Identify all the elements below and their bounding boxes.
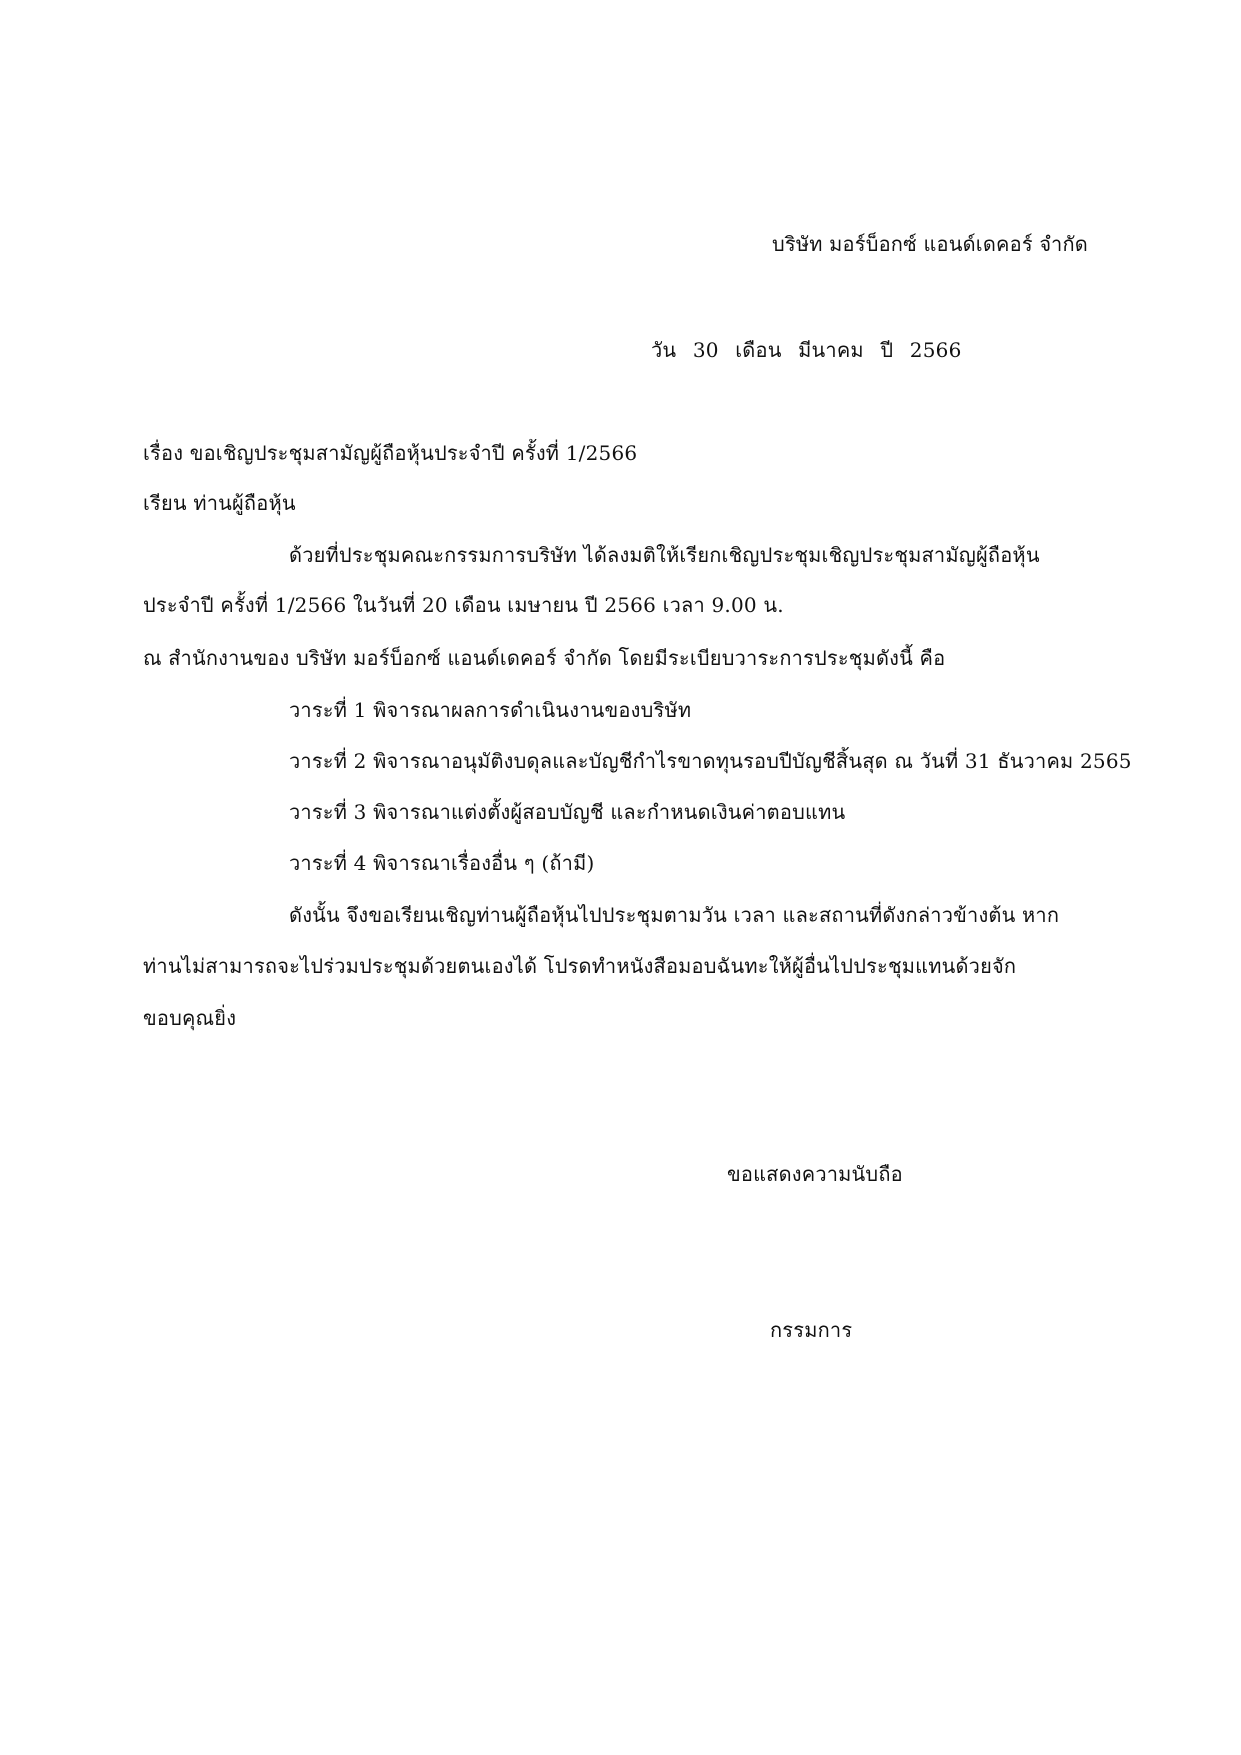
letter-date: วัน 30 เดือน มีนาคม ปี 2566 (651, 338, 962, 362)
signer-title: กรรมการ (770, 1318, 853, 1342)
agenda-item-2: วาระที่ 2 พิจารณาอนุมัติงบดุลและบัญชีกำไรขาดทุนรอบปีบัญชีสิ้นสุด ณ วันที่ 31 ธันวาคม 2565 (289, 749, 1132, 773)
paragraph-3-line-1: ดังนั้น จึงขอเรียนเชิญท่านผู้ถือหุ้นไปประชุมตามวัน เวลา และสถานที่ดังกล่าวข้างต้น หาก (289, 903, 1060, 927)
closing-phrase: ขอแสดงความนับถือ (727, 1162, 903, 1186)
paragraph-2: ณ สำนักงานของ บริษัท มอร์บ็อกซ์ แอนด์เดคอร์ จำกัด โดยมีระเบียบวาระการประชุมดังนี้ คือ (143, 646, 946, 670)
agenda-item-3: วาระที่ 3 พิจารณาแต่งตั้งผู้สอบบัญชี และกำหนดเงินค่าตอบแทน (289, 800, 846, 824)
paragraph-3-line-2: ท่านไม่สามารถจะไปร่วมประชุมด้วยตนเองได้ โปรดทำหนังสือมอบฉันทะให้ผู้อื่นไปประชุมแทนด้วยจัก (143, 954, 1017, 978)
letter-salutation: เรียน ท่านผู้ถือหุ้น (143, 491, 296, 515)
paragraph-1-line-2: ประจำปี ครั้งที่ 1/2566 ในวันที่ 20 เดือน เมษายน ปี 2566 เวลา 9.00 น. (143, 593, 784, 617)
agenda-item-4: วาระที่ 4 พิจารณาเรื่องอื่น ๆ (ถ้ามี) (289, 851, 595, 875)
company-name: บริษัท มอร์บ็อกซ์ แอนด์เดคอร์ จำกัด (772, 232, 1088, 256)
paragraph-3-line-3: ขอบคุณยิ่ง (143, 1006, 237, 1030)
paragraph-1-line-1: ด้วยที่ประชุมคณะกรรมการบริษัท ได้ลงมติให้เรียกเชิญประชุมเชิญประชุมสามัญผู้ถือหุ้น (289, 543, 1040, 567)
letter-subject: เรื่อง ขอเชิญประชุมสามัญผู้ถือหุ้นประจำปี ครั้งที่ 1/2566 (143, 441, 638, 465)
agenda-item-1: วาระที่ 1 พิจารณาผลการดำเนินงานของบริษัท (289, 698, 692, 722)
